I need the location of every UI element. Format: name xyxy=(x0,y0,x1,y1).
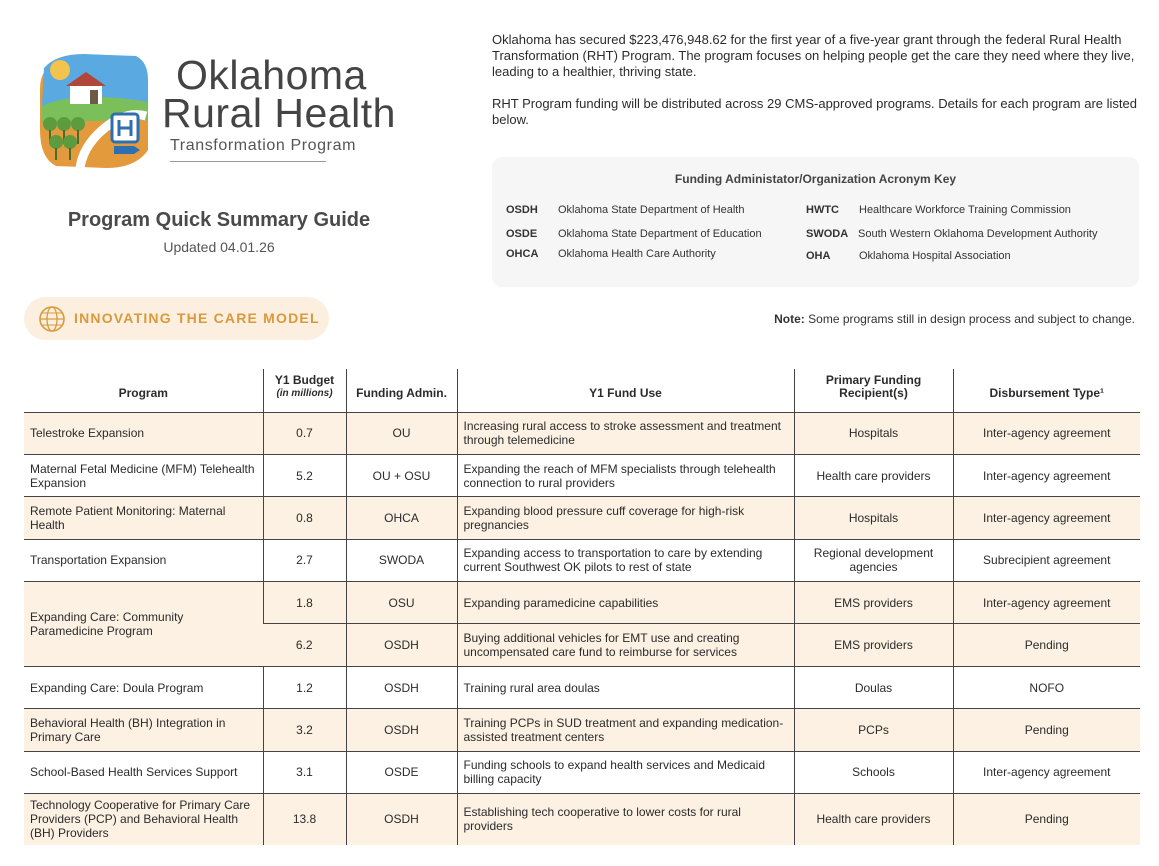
cell-disbursement: Pending xyxy=(953,624,1140,666)
cell-disbursement: Pending xyxy=(953,794,1140,845)
intro-paragraph-2: RHT Program funding will be distributed across 29 CMS-approved programs. Details for each program are listed below. xyxy=(492,96,1137,127)
cell-program: Technology Cooperative for Primary Care Providers (PCP) and Behavioral Health (BH) Providers xyxy=(24,794,263,845)
cell-budget: 2.7 xyxy=(263,539,346,581)
cell-admin: OSU xyxy=(346,582,457,624)
cell-admin: OSDE xyxy=(346,751,457,793)
cell-recipient: PCPs xyxy=(794,709,953,751)
cell-fund-use: Training PCPs in SUD treatment and expanding medication-assisted treatment centers xyxy=(457,709,794,751)
cell-disbursement: Inter-agency agreement xyxy=(953,497,1140,539)
logo-title-line1: Oklahoma xyxy=(176,52,367,98)
cell-recipient: Doulas xyxy=(794,666,953,708)
cell-admin: OSDH xyxy=(346,794,457,845)
disclaimer-note xyxy=(774,312,1135,326)
cell-fund-use: Funding schools to expand health services and Medicaid billing capacity xyxy=(457,751,794,793)
cell-program: Expanding Care: Doula Program xyxy=(24,666,263,708)
cell-admin: OSDH xyxy=(346,624,457,666)
header-admin: Funding Admin. xyxy=(346,369,457,412)
cell-admin: OU + OSU xyxy=(346,454,457,496)
table-row xyxy=(24,709,1140,751)
cell-disbursement: Pending xyxy=(953,709,1140,751)
acronym-key-title: Funding Administator/Organization Acronym Key xyxy=(674,172,957,186)
note-label: Note: xyxy=(774,312,805,326)
acronym-abbr: OSDH xyxy=(506,204,538,216)
logo-title-line2: Rural Health xyxy=(162,90,396,136)
intro-paragraph-1: Oklahoma has secured $223,476,948.62 for the first year of a five-year grant through the federal Rural Health Transformation (RHT) Program. The program focuses on helping people get the care they need where they live, leading to a healthier, thriving state. xyxy=(492,32,1135,79)
cell-fund-use: Buying additional vehicles for EMT use and creating uncompensated care fund to reimburse for services xyxy=(457,624,794,666)
cell-budget: 1.2 xyxy=(263,666,346,708)
cell-recipient: Regional development agencies xyxy=(794,539,953,581)
cell-admin: OU xyxy=(346,412,457,454)
cell-disbursement: Inter-agency agreement xyxy=(953,454,1140,496)
globe-gear-icon xyxy=(38,305,66,333)
cell-budget: 1.8 xyxy=(263,582,346,624)
acronym-abbr: SWODA xyxy=(806,228,849,240)
acronym-name: Healthcare Workforce Training Commission xyxy=(859,204,1071,216)
cell-budget: 3.2 xyxy=(263,709,346,751)
cell-recipient: Hospitals xyxy=(794,497,953,539)
intro-text xyxy=(492,32,1147,128)
cell-admin: OHCA xyxy=(346,497,457,539)
cell-disbursement: Inter-agency agreement xyxy=(953,412,1140,454)
cell-fund-use: Training rural area doulas xyxy=(457,666,794,708)
acronym-key xyxy=(492,157,1139,287)
cell-recipient: Health care providers xyxy=(794,794,953,845)
table-row xyxy=(24,794,1140,845)
acronym-name: South Western Oklahoma Development Authority xyxy=(858,228,1098,240)
table-row xyxy=(24,751,1140,793)
cell-budget: 13.8 xyxy=(263,794,346,845)
acronym-abbr: HWTC xyxy=(806,204,839,216)
cell-fund-use: Expanding access to transportation to care by extending current Southwest OK pilots to rest of state xyxy=(457,539,794,581)
logo xyxy=(36,50,416,175)
cell-disbursement: Subrecipient agreement xyxy=(953,539,1140,581)
cell-admin: OSDH xyxy=(346,709,457,751)
header-disbursement: Disbursement Type¹ xyxy=(953,369,1140,412)
cell-budget: 0.7 xyxy=(263,412,346,454)
cell-program: Maternal Fetal Medicine (MFM) Telehealth Expansion xyxy=(24,454,263,496)
acronym-name: Oklahoma Health Care Authority xyxy=(558,248,716,260)
page-title: Program Quick Summary Guide xyxy=(67,209,371,231)
cell-program: School-Based Health Services Support xyxy=(24,751,263,793)
cell-fund-use: Expanding blood pressure cuff coverage for high-risk pregnancies xyxy=(457,497,794,539)
table-row xyxy=(24,582,1140,624)
cell-program: Telestroke Expansion xyxy=(24,412,263,454)
cell-recipient: EMS providers xyxy=(794,624,953,666)
logo-divider xyxy=(170,161,326,162)
acronym-abbr: OHCA xyxy=(506,248,539,260)
cell-fund-use: Establishing tech cooperative to lower costs for rural providers xyxy=(457,794,794,845)
section-label: INNOVATING THE CARE MODEL xyxy=(74,310,320,326)
header-budget-label: Y1 Budget xyxy=(274,372,335,387)
section-label-pill xyxy=(24,297,329,340)
acronym-abbr: OSDE xyxy=(506,228,538,240)
header-program: Program xyxy=(24,369,263,412)
acronym-name: Oklahoma State Department of Health xyxy=(558,204,745,216)
updated-date: Updated 04.01.26 xyxy=(163,239,275,255)
cell-program: Behavioral Health (BH) Integration in Primary Care xyxy=(24,709,263,751)
table-header-row xyxy=(24,369,1140,412)
header-budget-sub: (in millions) xyxy=(276,387,333,399)
cell-recipient: EMS providers xyxy=(794,582,953,624)
cell-disbursement: Inter-agency agreement xyxy=(953,751,1140,793)
logo-subtitle: Transformation Program xyxy=(170,137,356,154)
header-budget xyxy=(263,369,346,412)
cell-recipient: Health care providers xyxy=(794,454,953,496)
cell-admin: OSDH xyxy=(346,666,457,708)
cell-budget: 6.2 xyxy=(263,624,346,666)
cell-disbursement: NOFO xyxy=(953,666,1140,708)
acronym-name: Oklahoma State Department of Education xyxy=(558,228,762,240)
cell-program: Remote Patient Monitoring: Maternal Health xyxy=(24,497,263,539)
cell-program: Expanding Care: Community Paramedicine Program xyxy=(24,582,263,667)
cell-fund-use: Expanding the reach of MFM specialists through telehealth connection to rural providers xyxy=(457,454,794,496)
cell-budget: 0.8 xyxy=(263,497,346,539)
cell-fund-use: Increasing rural access to stroke assessment and treatment through telemedicine xyxy=(457,412,794,454)
cell-admin: SWODA xyxy=(346,539,457,581)
table-row xyxy=(24,539,1140,581)
acronym-name: Oklahoma Hospital Association xyxy=(859,250,1011,262)
cell-recipient: Schools xyxy=(794,751,953,793)
table-row xyxy=(24,454,1140,496)
table-row xyxy=(24,412,1140,454)
header-fund-use: Y1 Fund Use xyxy=(457,369,794,412)
note-text: Some programs still in design process and subject to change. xyxy=(804,312,1135,326)
table-row xyxy=(24,666,1140,708)
acronym-abbr: OHA xyxy=(806,250,831,262)
cell-budget: 3.1 xyxy=(263,751,346,793)
cell-fund-use: Expanding paramedicine capabilities xyxy=(457,582,794,624)
program-table xyxy=(24,369,1140,845)
cell-recipient: Hospitals xyxy=(794,412,953,454)
rural-health-logo-icon xyxy=(36,50,156,172)
cell-budget: 5.2 xyxy=(263,454,346,496)
cell-disbursement: Inter-agency agreement xyxy=(953,582,1140,624)
cell-program: Transportation Expansion xyxy=(24,539,263,581)
header-recipient: Primary Funding Recipient(s) xyxy=(794,369,953,412)
table-row xyxy=(24,497,1140,539)
